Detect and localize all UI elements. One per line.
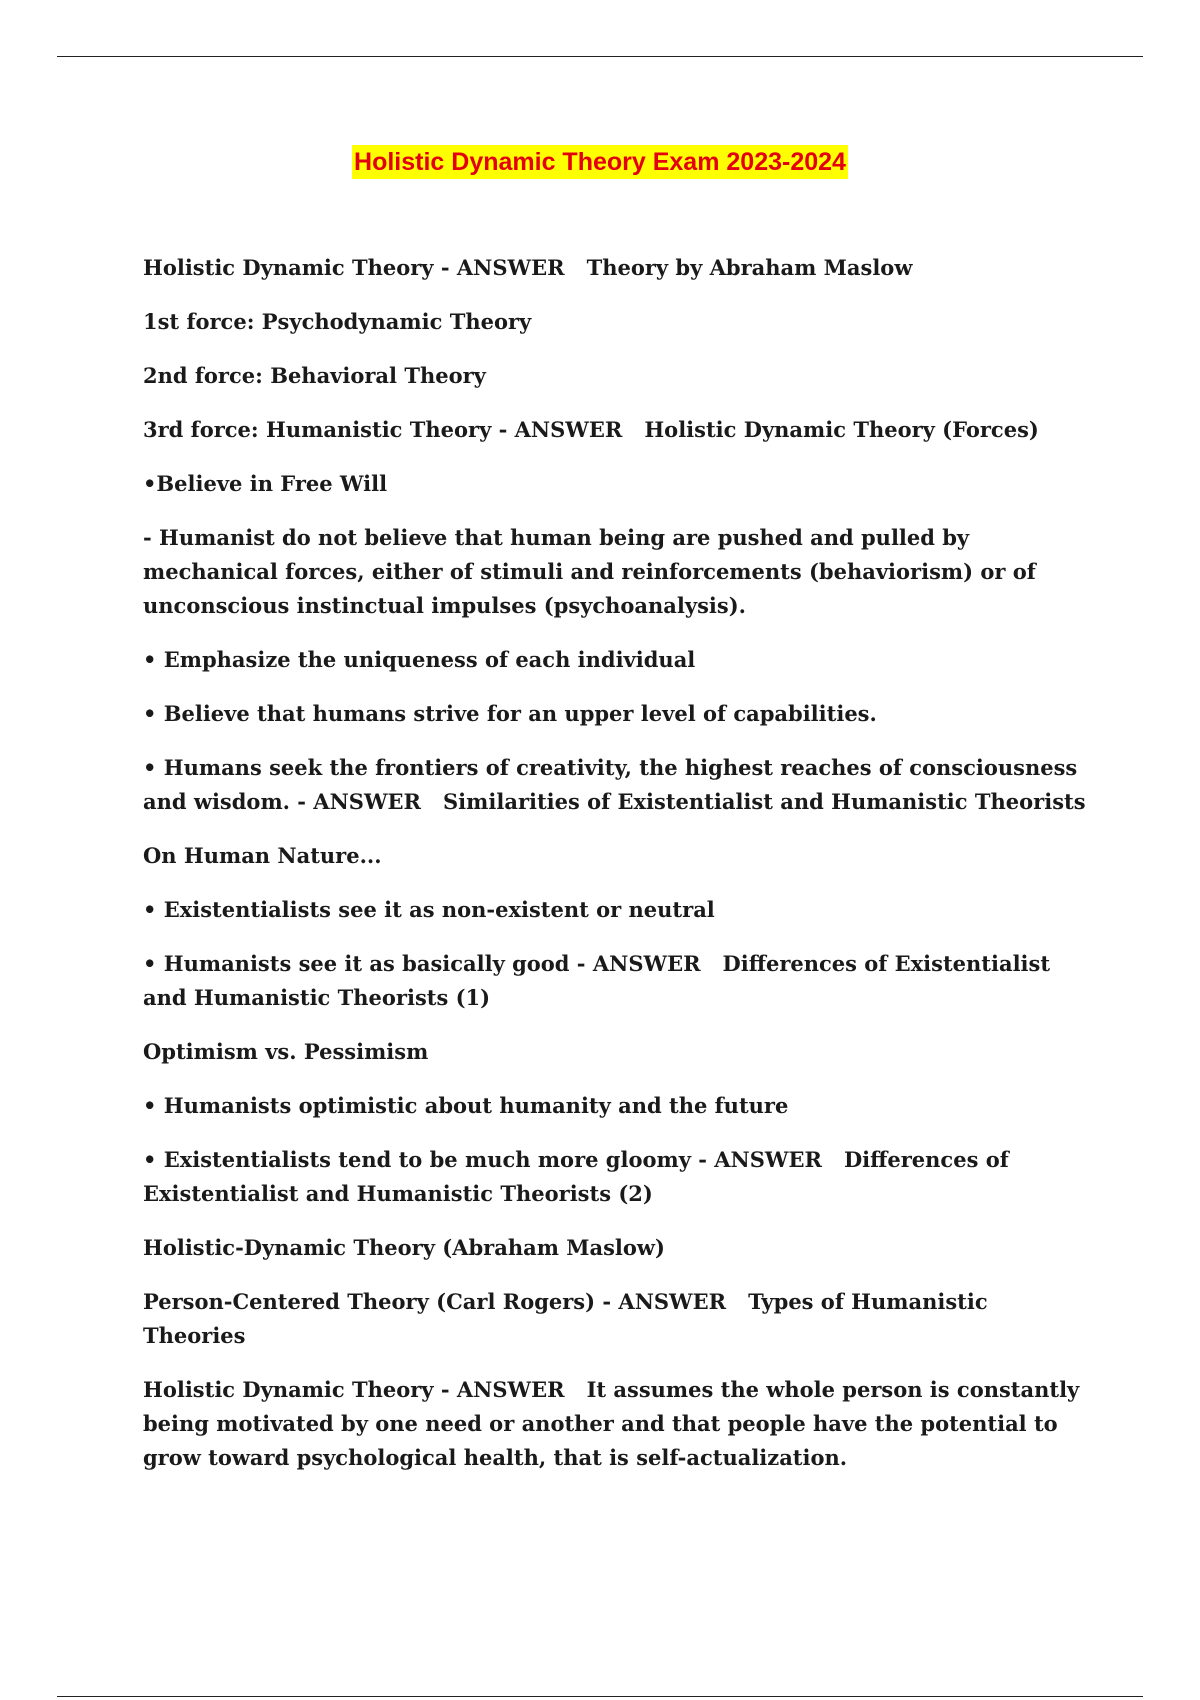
paragraph xyxy=(143,1035,1093,1069)
answer-text: Similarities of Existentialist and Humanistic Theorists xyxy=(443,789,1086,814)
paragraph xyxy=(143,1285,1093,1353)
paragraph-text: • Humanists optimistic about humanity and the future xyxy=(143,1093,789,1118)
paragraph xyxy=(143,947,1093,1015)
paragraph-text: Holistic Dynamic Theory - ANSWER xyxy=(143,1377,565,1402)
paragraph xyxy=(143,1231,1093,1265)
paragraph-text: • Emphasize the uniqueness of each individual xyxy=(143,647,696,672)
paragraph-text: - Humanist do not believe that human being are pushed and pulled by mechanical forces, either of stimuli and reinforcements (behaviorism) or of unconscious instinctual impulses (psychoanalysis). xyxy=(143,525,1036,618)
paragraph xyxy=(143,697,1093,731)
paragraph xyxy=(143,1089,1093,1123)
answer-text: Types of Humanistic Theories xyxy=(143,1289,988,1348)
paragraph-text: • Existentialists see it as non-existent or neutral xyxy=(143,897,715,922)
answer-text: Holistic Dynamic Theory (Forces) xyxy=(644,417,1039,442)
document-body xyxy=(143,251,1093,1495)
answer-text: Differences of Existentialist and Humanistic Theorists (1) xyxy=(143,951,1051,1010)
paragraph-text: Optimism vs. Pessimism xyxy=(143,1039,429,1064)
document-title: Holistic Dynamic Theory Exam 2023-2024 xyxy=(352,145,848,179)
answer-text: Theory by Abraham Maslow xyxy=(586,255,913,280)
paragraph-text: •Believe in Free Will xyxy=(143,471,388,496)
paragraph xyxy=(143,893,1093,927)
paragraph-text: • Existentialists tend to be much more gloomy - ANSWER xyxy=(143,1147,822,1172)
paragraph-text: • Humanists see it as basically good - ANSWER xyxy=(143,951,701,976)
bottom-rule xyxy=(57,1696,1143,1697)
answer-text: Differences of Existentialist and Humanistic Theorists (2) xyxy=(143,1147,1009,1206)
paragraph xyxy=(143,1143,1093,1211)
top-rule xyxy=(57,56,1143,57)
paragraph-text: Holistic Dynamic Theory - ANSWER xyxy=(143,255,565,280)
paragraph xyxy=(143,839,1093,873)
paragraph xyxy=(143,413,1093,447)
title-container xyxy=(0,145,1200,179)
paragraph xyxy=(143,643,1093,677)
paragraph xyxy=(143,467,1093,501)
paragraph-text: • Humans seek the frontiers of creativity, the highest reaches of consciousness and wisdom. - ANSWER xyxy=(143,755,1078,814)
paragraph-text: On Human Nature... xyxy=(143,843,382,868)
paragraph xyxy=(143,359,1093,393)
paragraph xyxy=(143,1373,1093,1475)
paragraph-text: Person-Centered Theory (Carl Rogers) - ANSWER xyxy=(143,1289,727,1314)
paragraph-text: 3rd force: Humanistic Theory - ANSWER xyxy=(143,417,623,442)
paragraph xyxy=(143,751,1093,819)
paragraph-text: 2nd force: Behavioral Theory xyxy=(143,363,486,388)
answer-text: It assumes the whole person is constantly being motivated by one need or another and that people have the potential to grow toward psychological health, that is self-actualization. xyxy=(143,1377,1080,1470)
paragraph xyxy=(143,305,1093,339)
paragraph-text: Holistic-Dynamic Theory (Abraham Maslow) xyxy=(143,1235,665,1260)
paragraph-text: • Believe that humans strive for an upper level of capabilities. xyxy=(143,701,877,726)
paragraph xyxy=(143,251,1093,285)
paragraph xyxy=(143,521,1093,623)
paragraph-text: 1st force: Psychodynamic Theory xyxy=(143,309,532,334)
